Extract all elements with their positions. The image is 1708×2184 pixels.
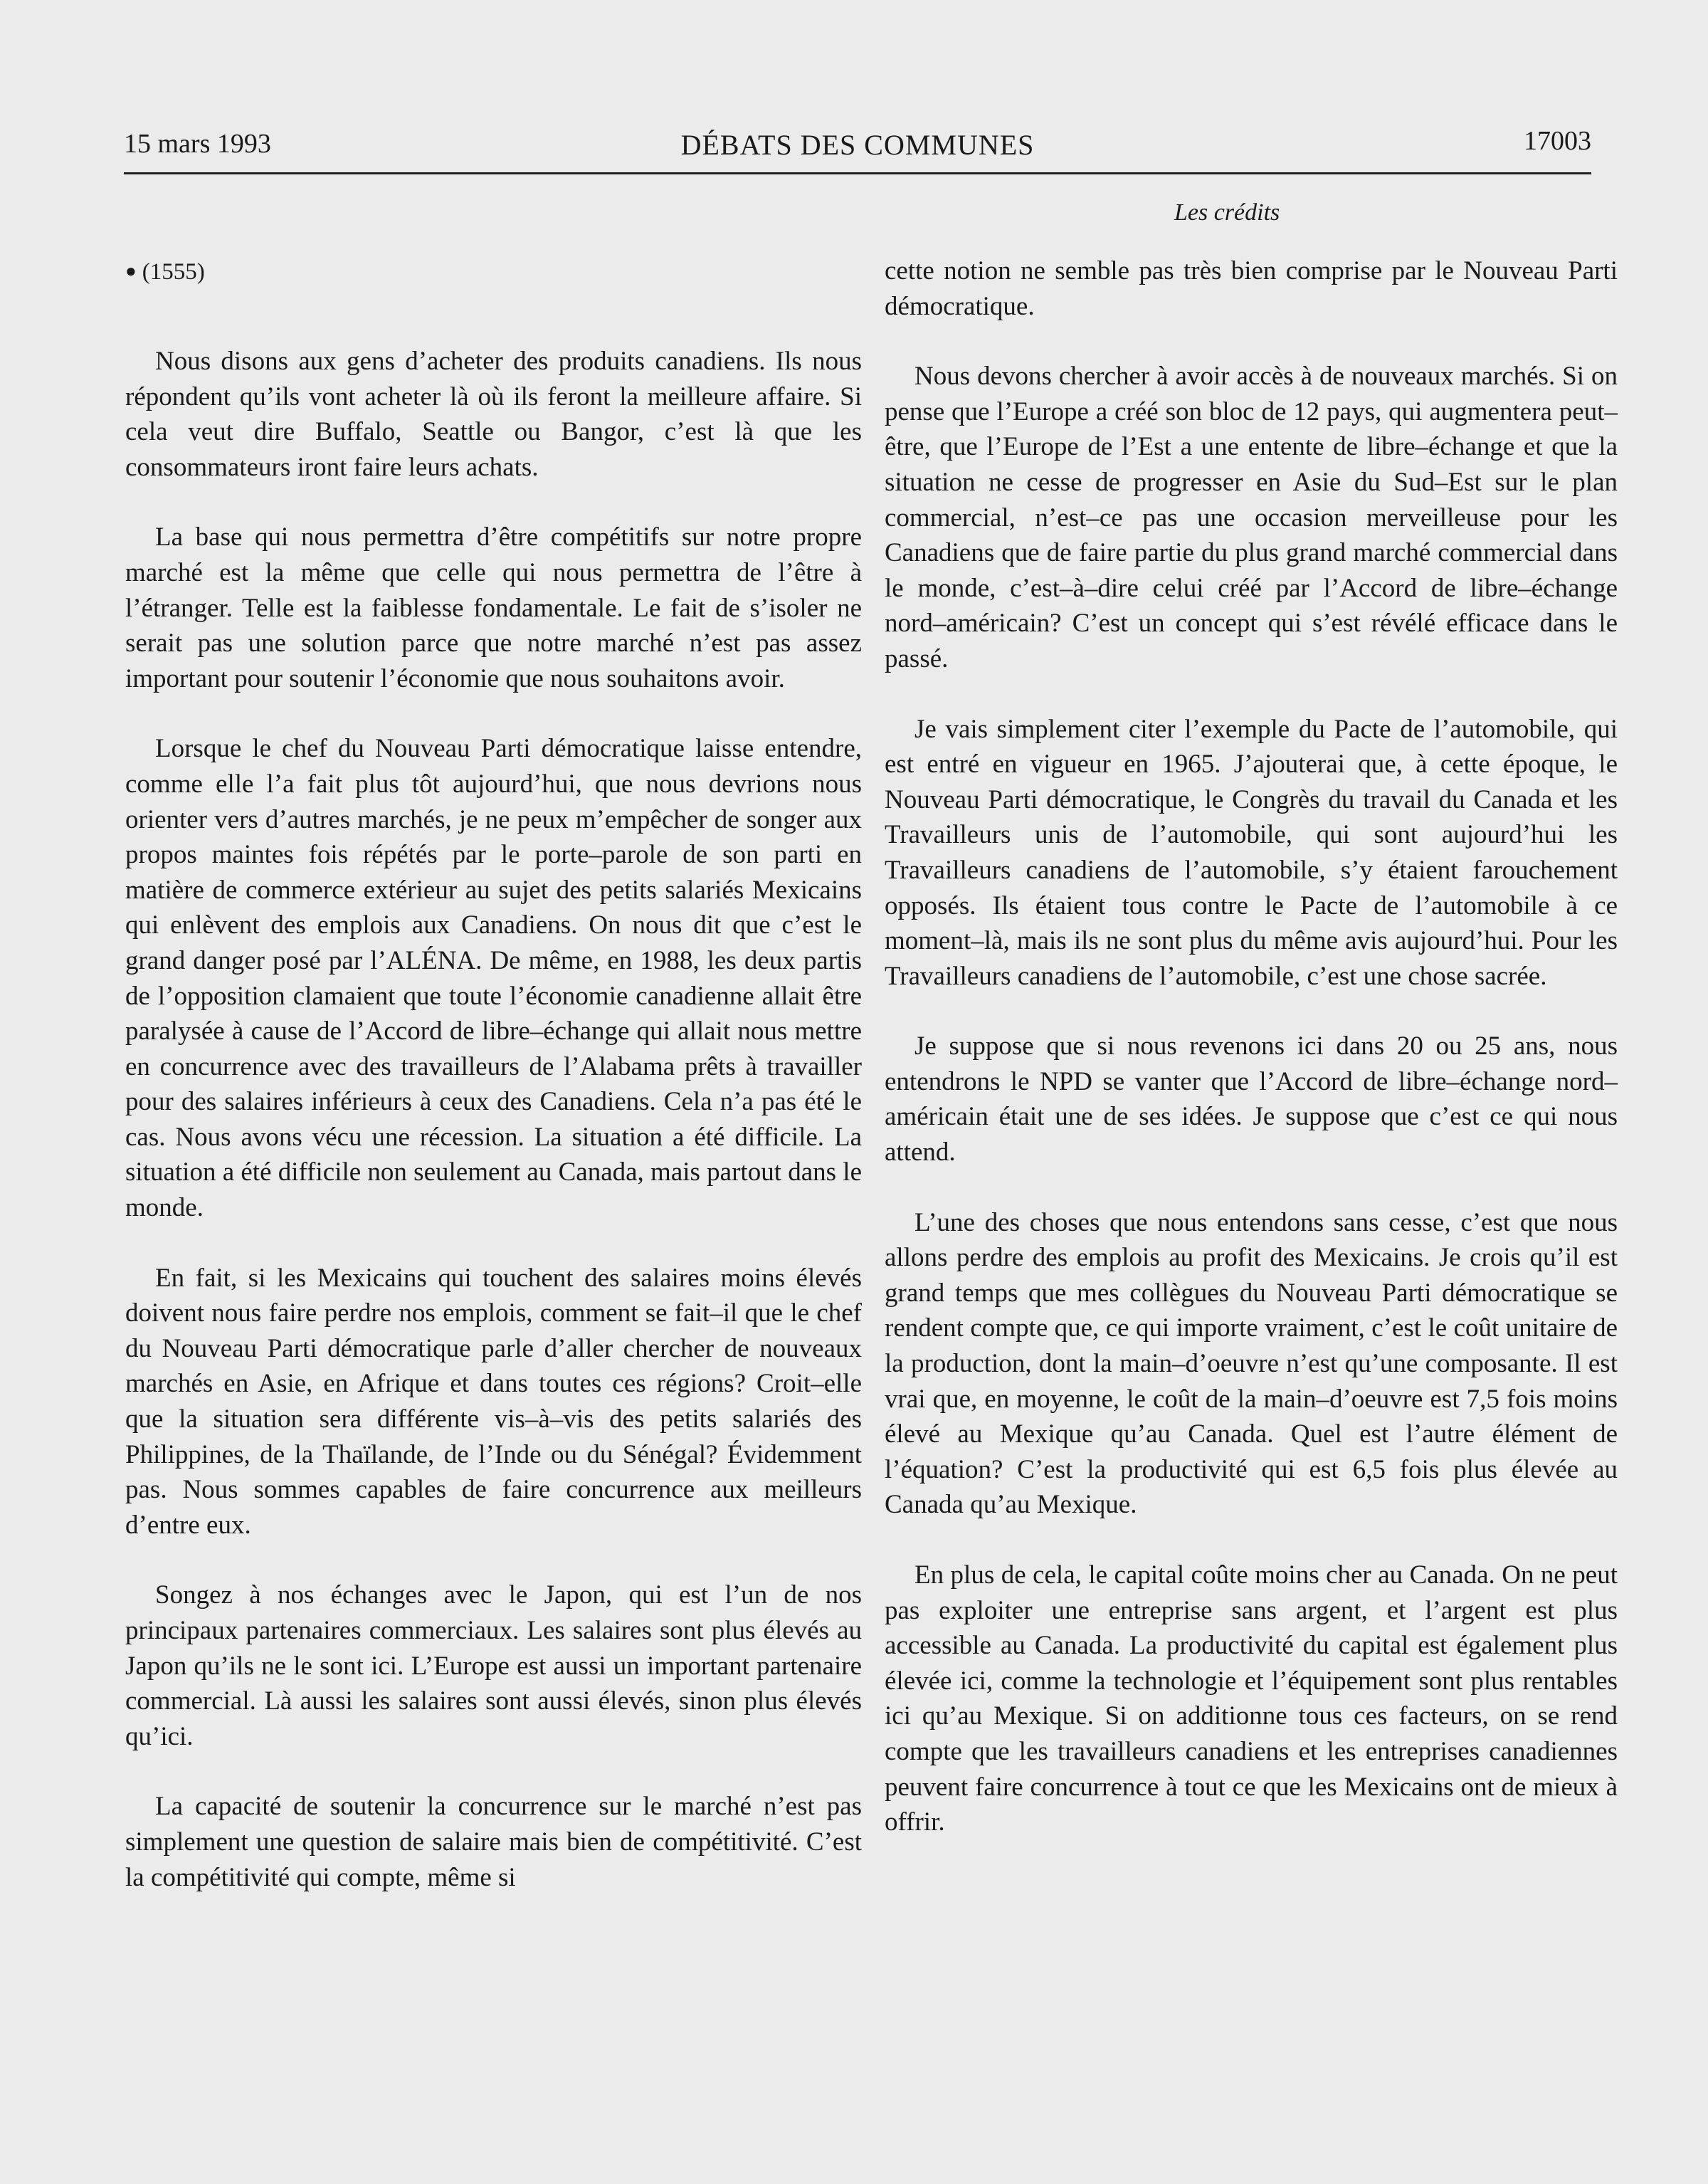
header-date: 15 mars 1993 — [124, 129, 271, 159]
paragraph: L’une des choses que nous entendons sans cesse, c’est que nous allons perdre des emplois au profit des Mexicains. Je crois qu’il est grand temps que mes collègues du Nouveau Parti démocratique se rendent compte que, ce qui importe vraiment, c’est le coût unitaire de la production, dont la main–d’oeuvre n’est qu’une composante. Il est vrai que, en moyenne, le coût de la main–d’oeuvre est 7,5 fois moins élevé au Mexique qu’au Canada. Quel est l’autre élément de l’équation? C’est la productivité qui est 6,5 fois plus élevée au Canada qu’au Mexique. — [885, 1207, 1618, 1520]
paragraph: La base qui nous permettra d’être compétitifs sur notre propre marché est la même que celle qui nous permettra de l’être à l’étranger. Telle est la faiblesse fondamentale. Le fait de s’isoler ne serait pas une solution parce que notre marché n’est pas assez important pour soutenir l’économie que nous souhaitons avoir. — [125, 523, 862, 693]
paragraph: Je suppose que si nous revenons ici dans 20 ou 25 ans, nous entendrons le NPD se vanter que l’Accord de libre–échange nord–américain était une de ses idées. Je suppose que c’est ce qui nous attend. — [885, 1031, 1618, 1167]
paragraph: Lorsque le chef du Nouveau Parti démocratique laisse entendre, comme elle l’a fait plus tôt aujourd’hui, que nous devrions nous orienter vers d’autres marchés, je ne peux m’empêcher de songer aux propos maintes fois répétés par le porte–parole de son parti en matière de commerce extérieur au sujet des petits salariés Mexicains qui enlèvent des emplois aux Canadiens. On nous dit que c’est le grand danger posé par l’ALÉNA. De même, en 1988, les deux partis de l’opposition clamaient que toute l’économie canadienne allait être paralysée à cause de l’Accord de libre–échange qui allait nous mettre en concurrence avec des travailleurs de l’Alabama prêts à travailler pour des salaires inférieurs à ceux des Canadiens. Cela n’a pas été le cas. Nous avons vécu une récession. La situation a été difficile. La situation a été difficile non seulement au Canada, mais partout dans le monde. — [125, 734, 863, 1223]
left-column — [125, 253, 862, 1930]
header-page-number: 17003 — [1524, 126, 1591, 156]
section-title: Les crédits — [1174, 199, 1280, 226]
paragraph: Nous devons chercher à avoir accès à de nouveaux marchés. Si on pense que l’Europe a créé son bloc de 12 pays, qui augmentera peut–être, que l’Europe de l’Est a une entente de libre–échange et que la situation ne cesse de progresser en Asie du Sud–Est sur le plan commercial, n’est–ce pas une occasion merveilleuse pour les Canadiens que de faire partie du plus grand marché commercial dans le monde, c’est–à–dire celui créé par l’Accord de libre–échange nord–américain? C’est un concept qui s’est révélé efficace dans le passé. — [885, 362, 1618, 673]
timestamp-text: (1555) — [142, 259, 205, 285]
paragraph: Nous disons aux gens d’acheter des produits canadiens. Ils nous répondent qu’ils vont acheter là où ils feront la meilleure affaire. Si cela veut dire Buffalo, Seattle ou Bangor, c’est là que les consommateurs iront faire leurs achats. — [125, 347, 862, 482]
paragraph: En plus de cela, le capital coûte moins cher au Canada. On ne peut pas exploiter une entreprise sans argent, et l’argent est plus accessible au Canada. La productivité du capital est également plus élevée ici, comme la technologie et l’équipement sont plus rentables ici qu’au Mexique. Si on additionne tous ces facteurs, on se rend compte que les travailleurs canadiens et les entreprises canadiennes peuvent faire concurrence à tout ce que les Mexicains ont de mieux à offrir. — [885, 1560, 1618, 1837]
header-title: DÉBATS DES COMMUNES — [680, 129, 1035, 161]
page-header — [124, 122, 1591, 174]
paragraph: En fait, si les Mexicains qui touchent des salaires moins élevés doivent nous faire perdre nos emplois, comment se fait–il que le chef du Nouveau Parti démocratique parle d’aller chercher de nouveaux marchés en Asie, en Afrique et dans toutes ces régions? Croit–elle que la situation sera différente vis–à–vis des petits salariés des Philippines, de la Thaïlande, de l’Inde ou du Sénégal? Évidemment pas. Nous sommes capables de faire concurrence aux meilleurs d’entre eux. — [125, 1263, 862, 1540]
paragraph: Songez à nos échanges avec le Japon, qui est l’un de nos principaux partenaires commerciaux. Les salaires sont plus élevés au Japon qu’ils ne le sont ici. L’Europe est aussi un important partenaire commercial. Là aussi les salaires sont aussi élevés, sinon plus élevés qu’ici. — [125, 1580, 862, 1751]
right-column — [885, 253, 1618, 1875]
bullet-icon: ● — [125, 261, 137, 281]
paragraph: Je vais simplement citer l’exemple du Pacte de l’automobile, qui est entré en vigueur en 1965. J’ajouterai que, à cette époque, le Nouveau Parti démocratique, le Congrès du travail du Canada et les Travailleurs unis de l’automobile, qui sont aujourd’hui les Travailleurs canadiens de l’automobile, s’y étaient farouchement opposés. Ils étaient tous contre le Pacte de l’automobile à ce moment–là, mais ils ne sont plus du même avis aujourd’hui. Pour les Travailleurs canadiens de l’automobile, c’est une chose sacrée. — [885, 714, 1618, 991]
continuation-paragraph: cette notion ne semble pas très bien comprise par le Nouveau Parti démocratique. — [885, 256, 1618, 321]
timestamp — [125, 253, 862, 290]
paragraph: La capacité de soutenir la concurrence sur le marché n’est pas simplement une question de salaire mais bien de compétitivité. C’est la compétitivité qui compte, même si — [125, 1792, 862, 1892]
